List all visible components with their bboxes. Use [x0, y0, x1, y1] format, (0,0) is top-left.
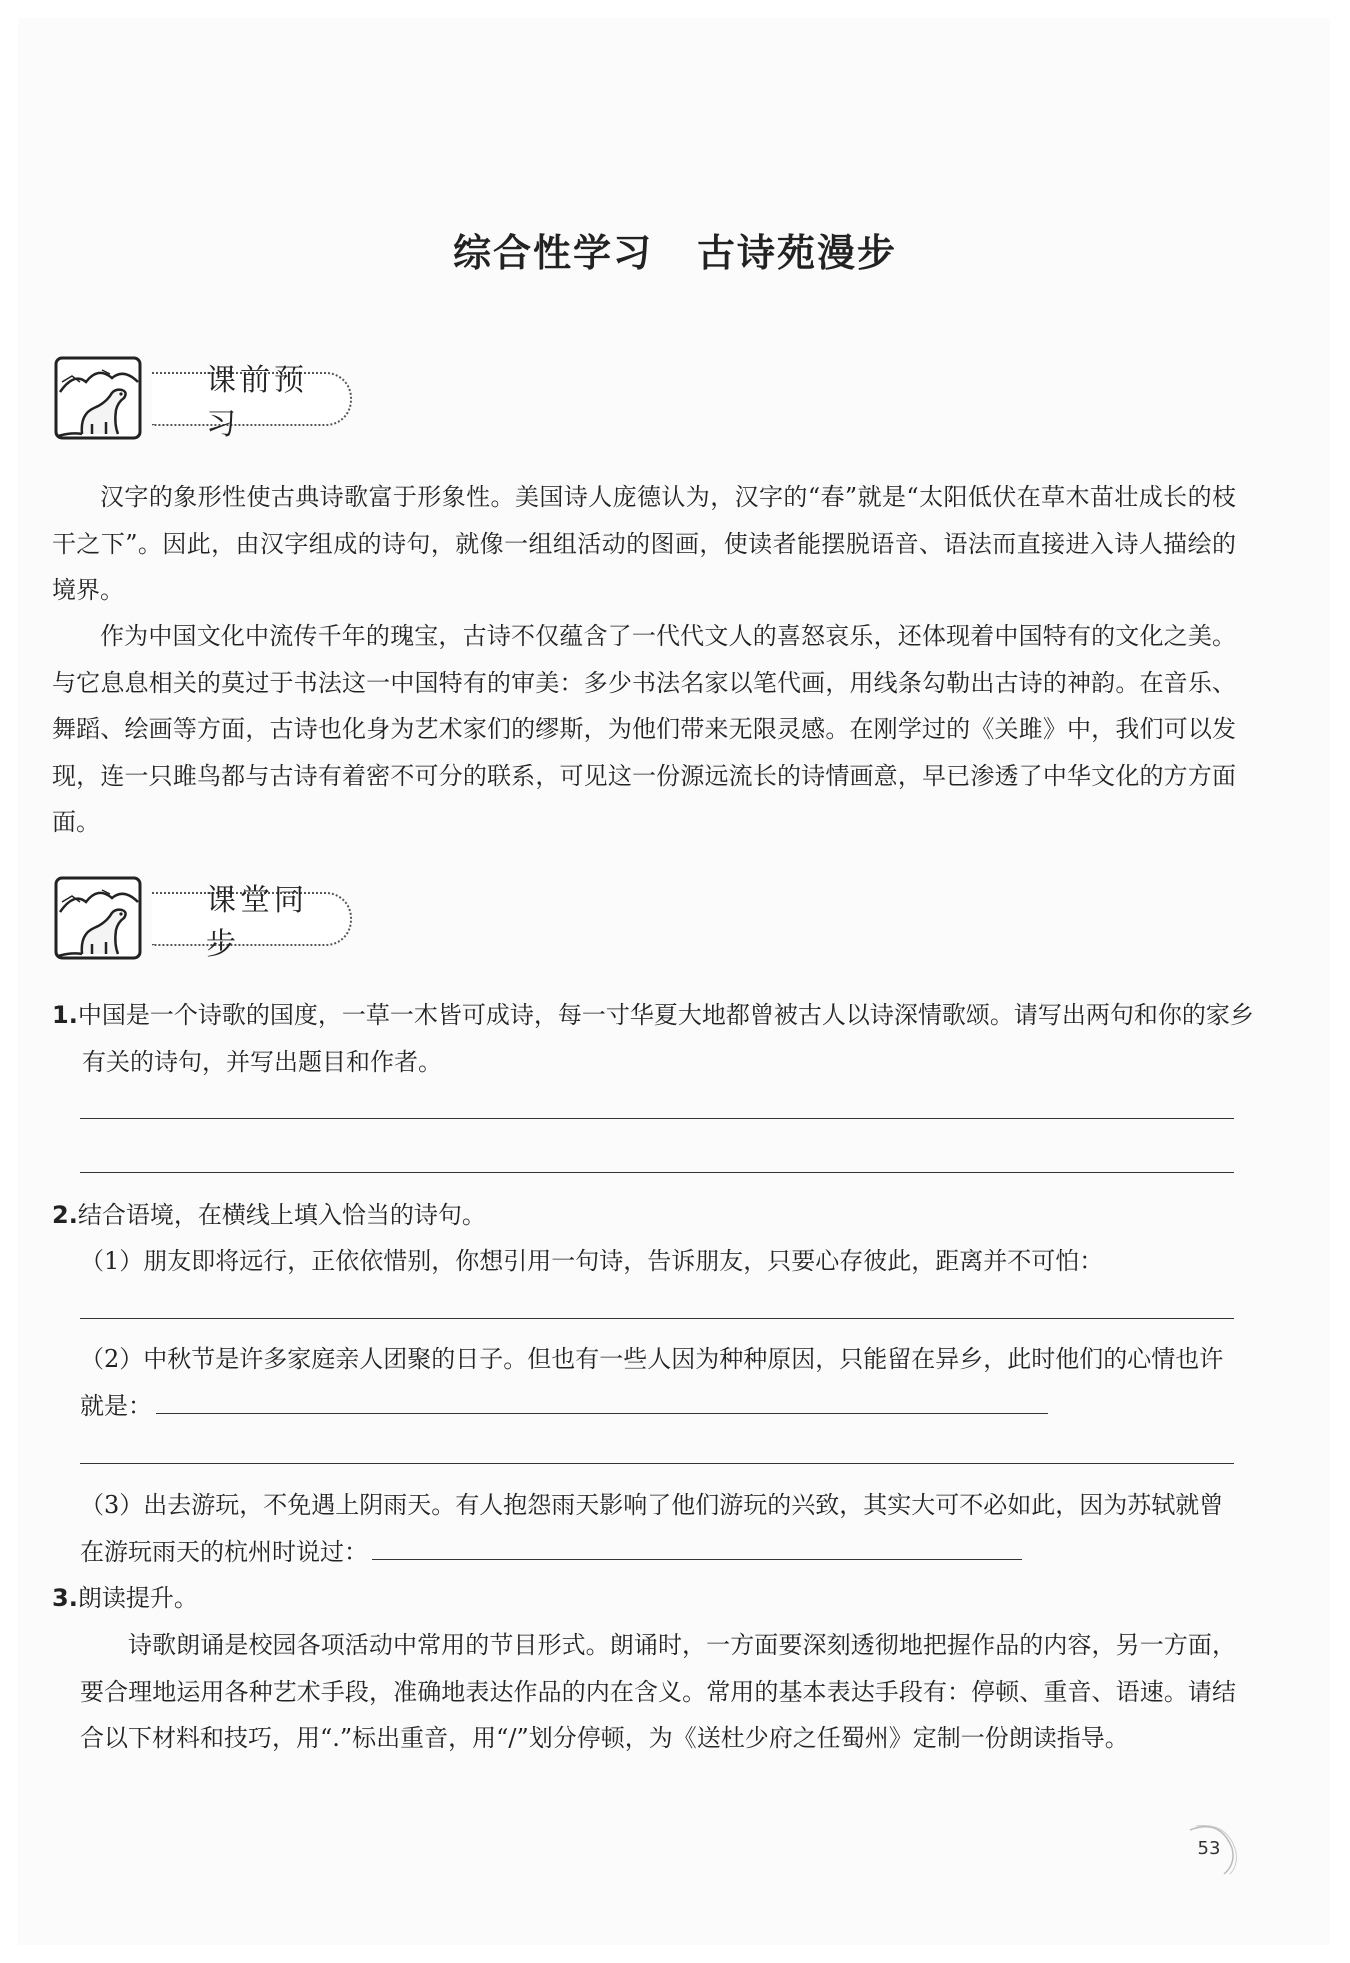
page-title	[0, 222, 1350, 277]
title-part-1: 综合性学习	[452, 230, 653, 275]
title-part-2: 古诗苑漫步	[697, 230, 898, 275]
question-3-body: 诗歌朗诵是校园各项活动中常用的节目形式。朗诵时，一方面要深刻透彻地把握作品的内容，另一方面，要合理地运用各种艺术手段，准确地表达作品的内在含义。常用的基本表达手段有：停顿、重音、语速。请结合以下材料和技巧，用“.”标出重音，用“/”划分停顿，为《送杜少府之任蜀州》定制一份朗读指导。	[80, 1631, 1236, 1752]
answer-line-q1-1[interactable]	[80, 1118, 1234, 1119]
question-2-sub-1: （1）朋友即将远行，正依依惜别，你想引用一句诗，告诉朋友，只要心存彼此，距离并不可怕：	[80, 1247, 1104, 1275]
question-3-number: 3.	[52, 1584, 78, 1612]
answer-line-q2-3-inline[interactable]	[372, 1559, 1022, 1560]
question-2-sub-2-text: （2）中秋节是许多家庭亲人团聚的日子。但也有一些人因为种种原因，只能留在异乡，此时他们的心情也许就是：	[80, 1345, 1224, 1420]
question-1-number: 1.	[52, 1001, 78, 1029]
section-header-preview	[52, 352, 352, 442]
dinosaur-landscape-icon	[52, 352, 148, 444]
intro-paragraph-2: 作为中国文化中流传千年的瑰宝，古诗不仅蕴含了一代代文人的喜怒哀乐，还体现着中国特有的文化之美。与它息息相关的莫过于书法这一中国特有的审美：多少书法名家以笔代画，用线条勾勒出古诗的神韵。在音乐、舞蹈、绘画等方面，古诗也化身为艺术家们的缪斯，为他们带来无限灵感。在刚学过的《关雎》中，我们可以发现，连一只雎鸟都与古诗有着密不可分的联系，可见这一份源远流长的诗情画意，早已渗透了中华文化的方方面面。	[52, 622, 1236, 836]
question-3	[52, 1575, 1266, 1622]
answer-line-q1-2[interactable]	[80, 1172, 1234, 1173]
question-2-sub-3	[78, 1482, 1238, 1575]
dinosaur-landscape-icon	[52, 872, 148, 964]
question-2-sub-2	[78, 1336, 1238, 1429]
question-2-sub-3-text: （3）出去游玩，不免遇上阴雨天。有人抱怨雨天影响了他们游玩的兴致，其实大可不必如此，因为苏轼就曾在游玩雨天的杭州时说过：	[80, 1491, 1224, 1566]
question-2-text: 结合语境，在横线上填入恰当的诗句。	[77, 1201, 486, 1229]
question-2-number: 2.	[52, 1201, 78, 1229]
answer-line-q2-2-inline[interactable]	[156, 1413, 1048, 1414]
answer-line-q2-2[interactable]	[80, 1463, 1234, 1464]
section-label-classroom: 课堂同步	[152, 892, 352, 946]
page-number: 53	[1197, 1837, 1221, 1859]
question-1-text: 中国是一个诗歌的国度，一草一木皆可成诗，每一寸华夏大地都曾被古人以诗深情歌颂。请写出两句和你的家乡有关的诗句，并写出题目和作者。	[77, 1001, 1254, 1076]
section-label-preview: 课前预习	[152, 372, 352, 426]
question-3-text: 朗读提升。	[77, 1584, 198, 1612]
answer-line-q2-1[interactable]	[80, 1318, 1234, 1319]
section-header-classroom	[52, 872, 352, 962]
question-1	[52, 992, 1266, 1085]
intro-paragraph-1: 汉字的象形性使古典诗歌富于形象性。美国诗人庞德认为，汉字的“春”就是“太阳低伏在草木苗壮成长的枝干之下”。因此，由汉字组成的诗句，就像一组组活动的图画，使读者能摆脱语音、语法而直接进入诗人描绘的境界。	[52, 483, 1236, 604]
question-2	[52, 1192, 1266, 1239]
